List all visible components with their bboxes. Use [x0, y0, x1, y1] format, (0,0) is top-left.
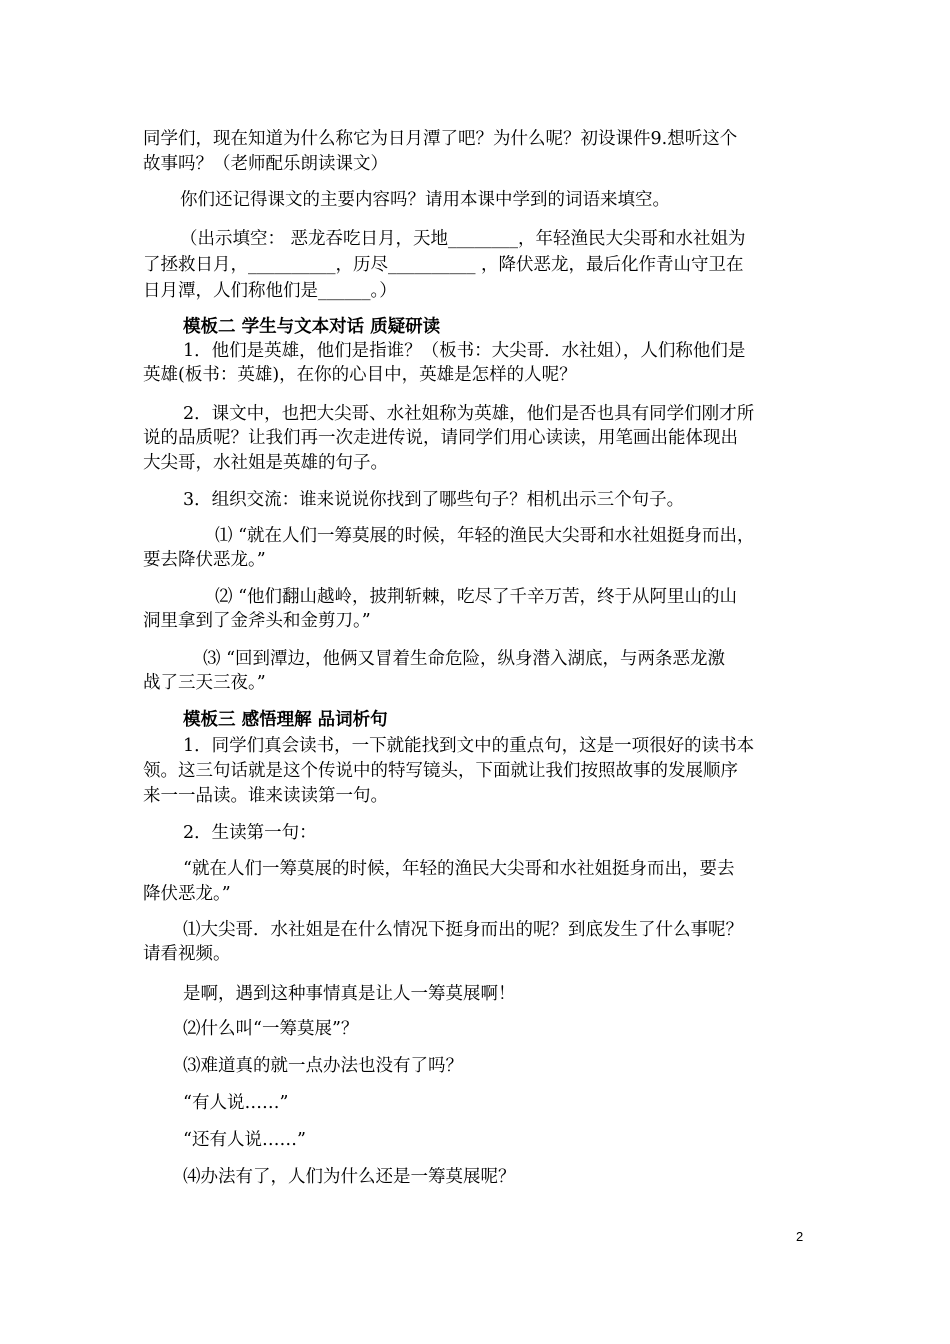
text-line: 来一一品读。谁来读读第一句。: [143, 786, 388, 806]
section-heading: 模板二 学生与文本对话 质疑研读: [183, 317, 441, 337]
quote-line: ⑵ “他们翻山越岭，披荆斩棘，吃尽了千辛万苦，终于从阿里山的山: [215, 587, 738, 607]
text-line: ⑴大尖哥．水社姐是在什么情况下挺身而出的呢？到底发生了什么事呢？: [183, 920, 743, 940]
text-line: 1．他们是英雄，他们是指谁？（板书：大尖哥．水社姐），人们称他们是: [183, 341, 746, 361]
text-line: 2．生读第一句：: [183, 823, 317, 843]
text-line: 1．同学们真会读书，一下就能找到文中的重点句，这是一项很好的读书本: [183, 736, 755, 756]
text-line: ⑶难道真的就一点办法也没有了吗？: [183, 1056, 463, 1076]
quote-line: 战了三天三夜。”: [143, 673, 266, 693]
quote-line: 洞里拿到了金斧头和金剪刀。”: [143, 611, 371, 631]
quote-line: ⑶ “回到潭边，他俩又冒着生命危险，纵身潜入湖底，与两条恶龙激: [203, 649, 726, 669]
text-line: 同学们，现在知道为什么称它为日月潭了吧？为什么呢？初设课件9.想听这个: [143, 129, 738, 149]
text-line: （出示填空： 恶龙吞吃日月，天地________，年轻渔民大尖哥和水社姐为: [180, 229, 746, 249]
text-line: 请看视频。: [143, 944, 231, 964]
text-line: 故事吗？（老师配乐朗读课文）: [143, 154, 388, 174]
quote-line: 要去降伏恶龙。”: [143, 550, 266, 570]
text-line: 你们还记得课文的主要内容吗？请用本课中学到的词语来填空。: [180, 190, 670, 210]
page-number: 2: [796, 1229, 804, 1244]
text-line: 大尖哥，水社姐是英雄的句子。: [143, 453, 388, 473]
text-line: 2．课文中，也把大尖哥、水社姐称为英雄，他们是否也具有同学们刚才所: [183, 404, 755, 424]
text-line: 领。这三句话就是这个传说中的特写镜头，下面就让我们按照故事的发展顺序: [143, 761, 738, 781]
text-line: 了拯救日月，__________，历尽__________ ，降伏恶龙，最后化作青山守卫在: [143, 255, 744, 275]
quote-line: ⑴ “就在人们一筹莫展的时候，年轻的渔民大尖哥和水社姐挺身而出，: [215, 526, 755, 546]
text-line: 日月潭，人们称他们是______。）: [143, 281, 397, 301]
text-line: 3．组织交流：谁来说说你找到了哪些句子？相机出示三个句子。: [183, 490, 685, 510]
text-line: 英雄(板书：英雄)，在你的心目中，英雄是怎样的人呢？: [143, 365, 577, 385]
text-line: 是啊，遇到这种事情真是让人一筹莫展啊！: [183, 984, 516, 1004]
text-line: 降伏恶龙。”: [143, 884, 231, 904]
text-line: 说的品质呢？让我们再一次走进传说，请同学们用心读读，用笔画出能体现出: [143, 428, 738, 448]
text-line: ⑵什么叫“一筹莫展”？: [183, 1019, 359, 1039]
section-heading: 模板三 感悟理解 品词析句: [183, 710, 388, 730]
text-line: ⑷办法有了，人们为什么还是一筹莫展呢？: [183, 1167, 516, 1187]
text-line: “有人说……”: [183, 1093, 289, 1113]
text-line: “还有人说……”: [183, 1130, 306, 1150]
text-line: “就在人们一筹莫展的时候，年轻的渔民大尖哥和水社姐挺身而出，要去: [183, 859, 735, 879]
